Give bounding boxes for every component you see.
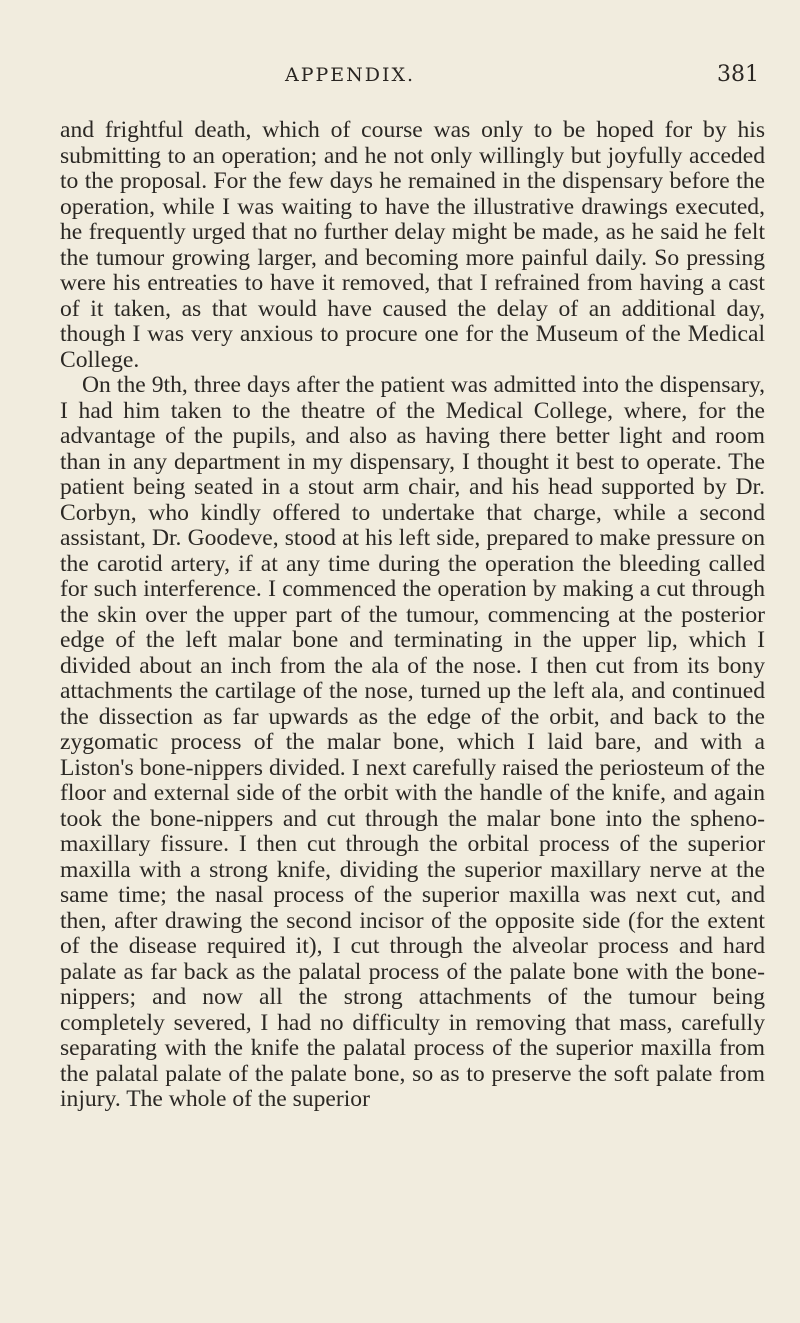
running-title: APPENDIX. <box>285 64 416 86</box>
paragraph: and frightful death, which of course was only to be hoped for by his submitting to an operation; and he not only willingly but joyfully acceded to the proposal. For the few days he remained in the dispensary before the operation, while I was waiting to have the illustrative drawings executed, he frequently urged that no further delay might be made, as he said he felt the tumour growing larger, and becoming more painful daily. So pressing were his entreaties to have it removed, that I refrained from having a cast of it taken, as that would have caused the delay of an additional day, though I was very anxious to procure one for the Museum of the Medical College. <box>60 117 765 373</box>
page-number: 381 <box>717 62 759 87</box>
running-head <box>0 64 800 94</box>
paragraph: On the 9th, three days after the patient was admitted into the dispensary, I had him taken to the theatre of the Medical College, where, for the advantage of the pupils, and also as having there better light and room than in any department in my dispensary, I thought it best to operate. The patient being seated in a stout arm chair, and his head supported by Dr. Corbyn, who kindly offered to undertake that charge, while a second assistant, Dr. Goodeve, stood at his left side, prepared to make pressure on the carotid artery, if at any time during the operation the bleeding called for such interference. I commenced the operation by making a cut through the skin over the upper part of the tumour, commencing at the posterior edge of the left malar bone and terminating in the upper lip, which I divided about an inch from the ala of the nose. I then cut from its bony attachments the cartilage of the nose, turned up the left ala, and continued the dissection as far upwards as the edge of the orbit, and back to the zygomatic process of the malar bone, which I laid bare, and with a Liston's bone-nippers divided. I next carefully raised the periosteum of the floor and external side of the orbit with the handle of the knife, and again took the bone-nippers and cut through the malar bone into the spheno-maxillary fissure. I then cut through the orbital process of the superior maxilla with a strong knife, dividing the superior maxillary nerve at the same time; the nasal process of the superior maxilla was next cut, and then, after drawing the second incisor of the opposite side (for the extent of the disease required it), I cut through the alveolar process and hard palate as far back as the palatal process of the palate bone with the bone-nippers; and now all the strong attachments of the tumour being completely severed, I had no difficulty in removing that mass, carefully separating with the knife the palatal process of the superior maxilla from the palatal palate of the palate bone, so as to preserve the soft palate from injury. The whole of the superior <box>60 372 765 1112</box>
body-text <box>60 118 765 1113</box>
